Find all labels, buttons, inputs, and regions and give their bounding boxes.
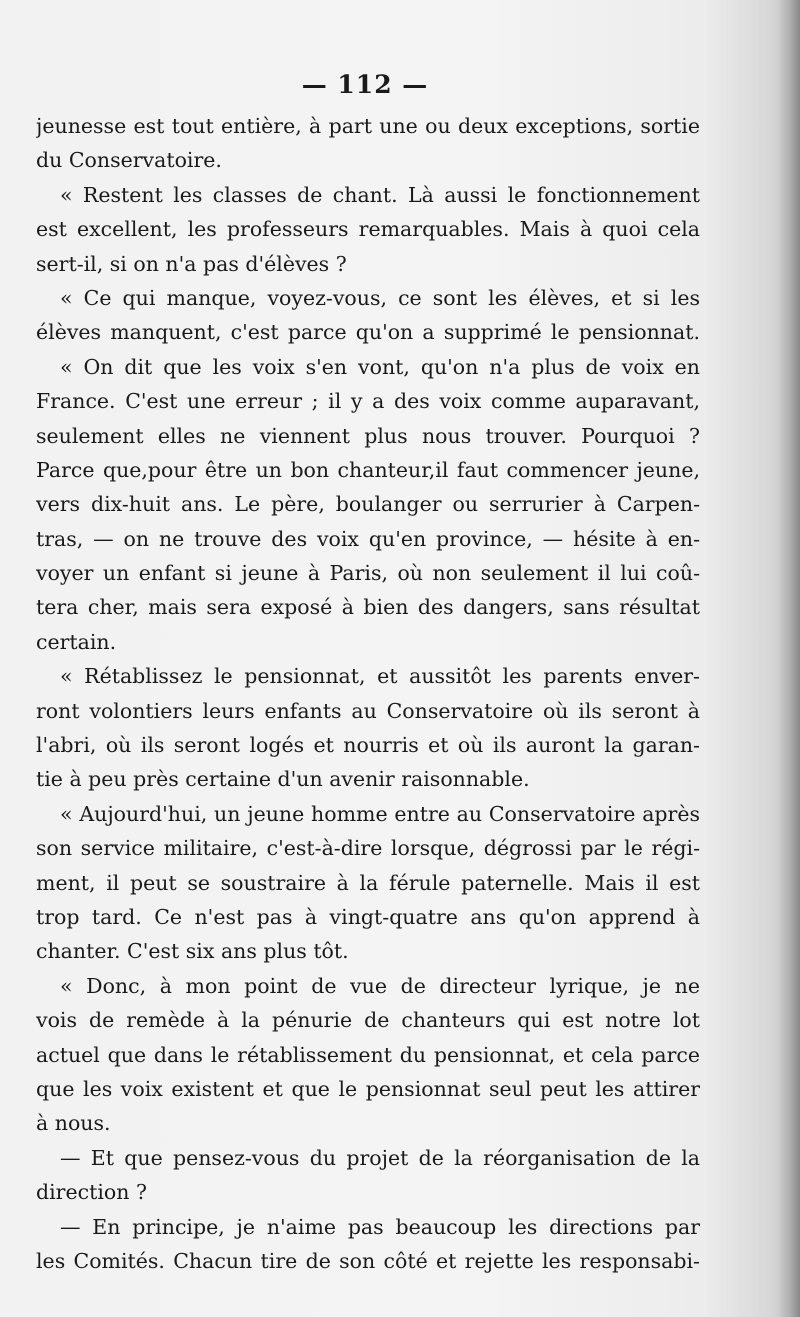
text-line: « Donc, à mon point de vue de directeur lyrique, je ne — [60, 973, 700, 998]
text-line: tera cher, mais sera exposé à bien des dangers, sans résultat — [36, 595, 700, 620]
text-line: Parce que,pour être un bon chanteur,il faut commencer jeune, — [36, 457, 700, 482]
text-line: vois de remède à la pénurie de chanteurs qui est notre lot — [36, 1008, 700, 1033]
text-line: jeunesse est tout entière, à part une ou deux exceptions, sortie — [36, 114, 700, 138]
text-line: élèves manquent, c'est parce qu'on a supprimé le pensionnat. — [36, 320, 700, 345]
text-line: — Et que pensez-vous du projet de la réorganisation de la — [60, 1145, 700, 1170]
text-line: — En principe, je n'aime pas beaucoup les directions par — [60, 1214, 700, 1239]
text-line: que les voix existent et que le pensionnat seul peut les attirer — [36, 1076, 700, 1101]
text-line: ment, il peut se soustraire à la férule paternelle. Mais il est — [36, 870, 700, 895]
text-line: « Restent les classes de chant. Là aussi le fonctionnement — [60, 182, 700, 207]
body-text — [36, 109, 700, 1278]
text-line: les Comités. Chacun tire de son côté et rejette les responsabi- — [36, 1248, 700, 1273]
text-line: ront volontiers leurs enfants au Conservatoire où ils seront à — [36, 698, 700, 723]
text-line: seulement elles ne viennent plus nous trouver. Pourquoi ? — [36, 423, 700, 448]
text-line: sert-il, si on n'a pas d'élèves ? — [36, 251, 347, 276]
text-line: tie à peu près certaine d'un avenir raisonnable. — [36, 767, 530, 792]
text-line: direction ? — [36, 1180, 147, 1205]
page-number: — 112 — — [301, 70, 429, 99]
page-edge-shadow — [778, 0, 800, 1317]
text-line: France. C'est une erreur ; il y a des voix comme auparavant, — [36, 389, 700, 414]
text-line: « Ce qui manque, voyez-vous, ce sont les élèves, et si les — [60, 285, 700, 310]
text-line: vers dix-huit ans. Le père, boulanger ou serrurier à Carpen- — [36, 492, 700, 517]
text-line: son service militaire, c'est-à-dire lorsque, dégrossi par le régi- — [36, 836, 700, 861]
text-line: « Rétablissez le pensionnat, et aussitôt les parents enver- — [60, 664, 700, 689]
text-line: l'abri, où ils seront logés et nourris et où ils auront la garan- — [36, 733, 700, 758]
text-line: « Aujourd'hui, un jeune homme entre au Conservatoire après — [60, 801, 700, 826]
text-line: actuel que dans le rétablissement du pensionnat, et cela parce — [36, 1042, 700, 1067]
text-line: est excellent, les professeurs remarquables. Mais à quoi cela — [36, 217, 700, 242]
text-line: certain. — [36, 629, 117, 654]
text-line: du Conservatoire. — [36, 148, 222, 173]
text-line: à nous. — [36, 1111, 111, 1136]
text-line: voyer un enfant si jeune à Paris, où non seulement il lui coû- — [36, 561, 700, 586]
text-line: tras, — on ne trouve des voix qu'en province, — hésite à en- — [36, 526, 700, 551]
text-line: chanter. C'est six ans plus tôt. — [36, 939, 349, 964]
text-line: « On dit que les voix s'en vont, qu'on n'a plus de voix en — [60, 354, 700, 379]
text-line: trop tard. Ce n'est pas à vingt-quatre ans qu'on apprend à — [36, 904, 700, 929]
